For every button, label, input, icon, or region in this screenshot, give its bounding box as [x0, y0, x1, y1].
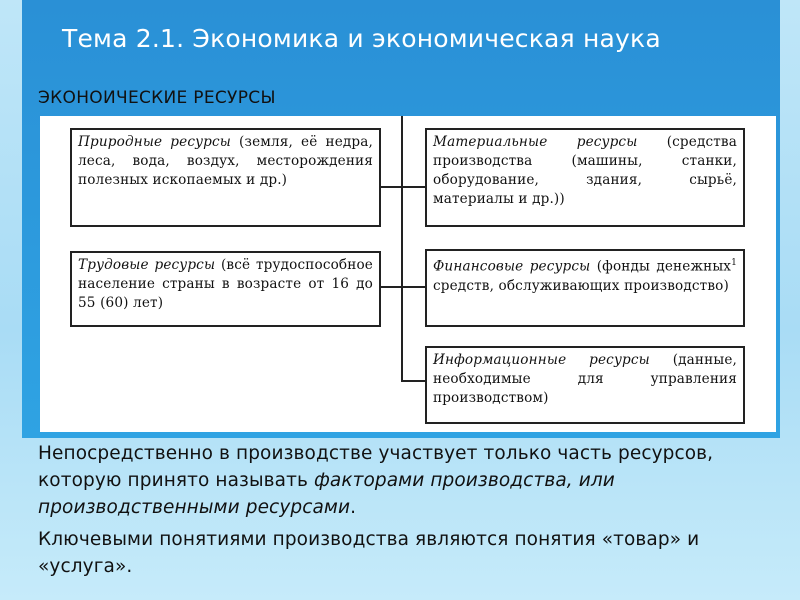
paragraph-factors-term: факторами производства, или производственными ресурсами: [38, 470, 615, 518]
paragraph-factors-end: .: [350, 497, 357, 518]
natural-resources-title: Природные ресурсы: [78, 134, 231, 150]
connector-vertical: [401, 116, 403, 382]
labor-resources-title: Трудовые ресурсы: [78, 257, 216, 273]
connector-labor: [380, 286, 403, 288]
material-resources-desc: (средства производства (машины, станки, оборудование, здания, сырьё, материалы и др.)): [433, 134, 737, 207]
resources-diagram: [40, 116, 776, 432]
connector-information: [401, 380, 426, 382]
paragraph-factors-start: Непосредственно в производстве участвует только часть ресурсов, которую принято называть: [38, 443, 714, 491]
connector-material: [401, 186, 426, 188]
slide-title: Тема 2.1. Экономика и экономическая наука: [62, 24, 661, 53]
information-resources-box: [425, 346, 745, 424]
paragraph-key-concepts-text: Ключевыми понятиями производства являются понятия «товар» и «услуга».: [38, 529, 700, 577]
financial-footnote-mark: 1: [731, 258, 737, 268]
labor-resources-desc: (всё трудоспособное население страны в возрасте от 16 до 55 (60) лет): [78, 257, 373, 311]
material-resources-box: [425, 128, 745, 227]
financial-resources-desc-2: средств, обслуживающих производство): [433, 277, 729, 294]
information-resources-desc: (данные, необходимые для управления производством): [433, 352, 737, 406]
financial-resources-desc-1: (фонды денежных: [590, 258, 732, 275]
paragraph-factors: [38, 440, 738, 521]
connector-financial: [401, 286, 426, 288]
connector-natural: [380, 186, 403, 188]
slide-subtitle: ЭКОНОИЧЕСКИЕ РЕСУРСЫ: [38, 88, 276, 108]
information-resources-title: Информационные ресурсы: [433, 352, 650, 368]
material-resources-title: Материальные ресурсы: [433, 134, 638, 150]
financial-resources-box: [425, 249, 745, 327]
labor-resources-box: [70, 251, 381, 327]
financial-resources-title: Финансовые ресурсы: [433, 258, 591, 275]
natural-resources-desc: (земля, её недра, леса, вода, воздух, месторождения полезных ископаемых и др.): [78, 134, 373, 188]
natural-resources-box: [70, 128, 381, 227]
paragraph-key-concepts: [38, 526, 738, 580]
